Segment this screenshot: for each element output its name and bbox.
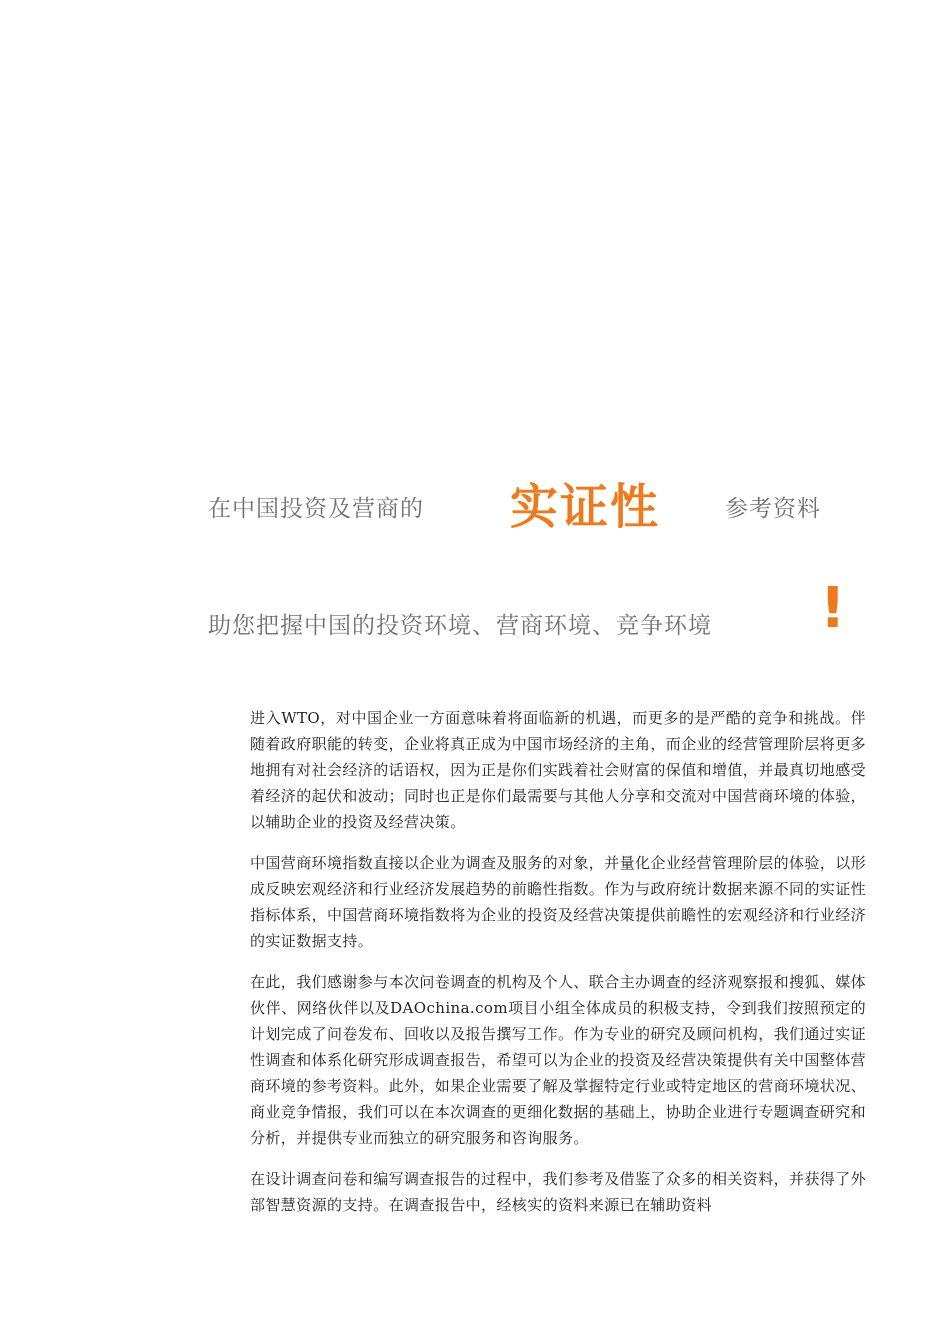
paragraph: 中国营商环境指数直接以企业为调查及服务的对象，并量化企业经营管理阶层的体验，以形成反映宏观经济和行业经济发展趋势的前瞻性指数。作为与政府统计数据来源不同的实证性指标体系，中国营商环境指数将为企业的投资及经营决策提供前瞻性的宏观经济和行业经济的实证数据支持。 [250,854,867,950]
paragraph: 在设计调查问卷和编写调查报告的过程中，我们参考及借鉴了众多的相关资料，并获得了外部智慧资源的支持。在调查报告中，经核实的资料来源已在辅助资料 [250,1170,867,1214]
exclamation-mark: ! [820,576,846,641]
paragraph: 在此，我们感谢参与本次问卷调查的机构及个人、联合主办调查的经济观察报和搜狐、媒体伙伴、网络伙伴以及DAOchina.com项目小组全体成员的积极支持，令到我们按照预定的计划完成了问卷发布、回收以及报告撰写工作。作为专业的研究及顾问机构，我们通过实证性调查和体系化研究形成调查报告，希望可以为企业的投资及经营决策提供有关中国整体营商环境的参考资料。此外，如果企业需要了解及掌握特定行业或特定地区的营商环境状况、商业竞争情报，我们可以在本次调查的更细化数据的基础上，协助企业进行专题调查研究和分析，并提供专业而独立的研究服务和咨询服务。 [250,973,867,1147]
tagline-emphasis: 实证性 [510,479,661,535]
tagline-suffix: 参考资料 [725,496,821,522]
tagline-prefix: 在中国投资及营商的 [208,496,424,522]
subline [208,576,868,645]
intro-body [250,705,866,1233]
paragraph: 进入WTO，对中国企业一方面意味着将面临新的机遇，而更多的是严酷的竞争和挑战。伴随着政府职能的转变，企业将真正成为中国市场经济的主角，而企业的经营管理阶层将更多地拥有对社会经济的话语权，因为正是你们实践着社会财富的保值和增值，并最真切地感受着经济的起伏和波动；同时也正是你们最需要与其他人分享和交流对中国营商环境的体验，以辅助企业的投资及经营决策。 [250,709,867,831]
subline-text: 助您把握中国的投资环境、营商环境、竞争环境 [208,613,712,639]
tagline [208,468,848,538]
